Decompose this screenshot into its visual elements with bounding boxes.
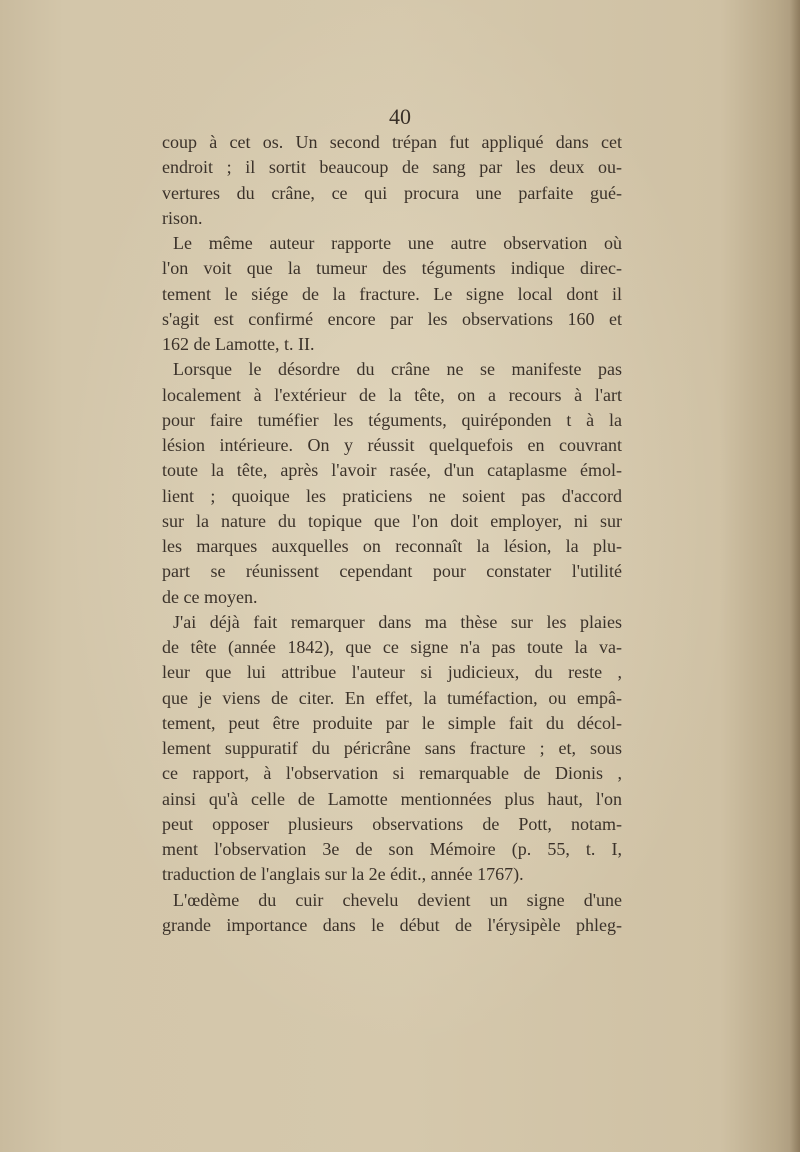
text-line: ainsi qu'à celle de Lamotte mentionnées plus haut, l'on xyxy=(162,788,622,809)
text-line: grande importance dans le début de l'érysipèle phleg- xyxy=(162,914,622,935)
text-line: ment l'observation 3e de son Mémoire (p. 55, t. I, xyxy=(162,839,622,859)
text-line: tement le siége de la fracture. Le signe local dont il xyxy=(162,283,622,304)
text-line: Lorsque le désordre du crâne ne se manifeste pas xyxy=(173,359,622,380)
text-line: toute la tête, après l'avoir rasée, d'un cataplasme émol- xyxy=(162,460,622,481)
text-line: que je viens de citer. En effet, la tuméfaction, ou empâ- xyxy=(162,687,622,708)
text-line: coup à cet os. Un second trépan fut appliqué dans cet xyxy=(162,132,622,152)
text-line: 162 de Lamotte, t. II. xyxy=(162,334,315,354)
text-line: lésion intérieure. On y réussit quelquefois en couvrant xyxy=(162,435,622,455)
text-line: de ce moyen. xyxy=(162,586,258,607)
text-line: Le même auteur rapporte une autre observation où xyxy=(173,233,622,253)
text-line: rison. xyxy=(162,207,203,228)
text-line: pour faire tuméfier les téguments, quiréponden t à la xyxy=(162,409,622,430)
page-edge-shadow xyxy=(790,0,800,1152)
text-line: lement suppuratif du péricrâne sans fracture ; et, sous xyxy=(162,738,622,758)
text-line: endroit ; il sortit beaucoup de sang par les deux ou- xyxy=(162,157,622,178)
body-text xyxy=(162,130,622,938)
text-line: tement, peut être produite par le simple fait du décol- xyxy=(162,712,622,733)
text-line: part se réunissent cependant pour constater l'utilité xyxy=(162,561,622,582)
text-line: l'on voit que la tumeur des téguments indique direc- xyxy=(162,258,622,279)
text-line: les marques auxquelles on reconnaît la lésion, la plu- xyxy=(162,536,622,556)
text-line: de tête (année 1842), que ce signe n'a pas toute la va- xyxy=(162,637,622,657)
page-number: 40 xyxy=(389,104,411,129)
text-line: sur la nature du topique que l'on doit employer, ni sur xyxy=(162,510,622,531)
text-line: J'ai déjà fait remarquer dans ma thèse sur les plaies xyxy=(173,611,622,632)
text-line: s'agit est confirmé encore par les observations 160 et xyxy=(162,308,622,329)
text-line: vertures du crâne, ce qui procura une parfaite gué- xyxy=(162,182,622,203)
text-line: leur que lui attribue l'auteur si judicieux, du reste , xyxy=(162,662,622,683)
text-line: traduction de l'anglais sur la 2e édit., année 1767). xyxy=(162,864,524,885)
text-line: peut opposer plusieurs observations de Pott, notam- xyxy=(162,813,622,834)
text-line: lient ; quoique les praticiens ne soient pas d'accord xyxy=(162,485,622,506)
text-line: L'œdème du cuir chevelu devient un signe d'une xyxy=(173,889,622,910)
text-line: ce rapport, à l'observation si remarquable de Dionis , xyxy=(162,763,622,784)
text-line: localement à l'extérieur de la tête, on a recours à l'art xyxy=(162,384,622,405)
